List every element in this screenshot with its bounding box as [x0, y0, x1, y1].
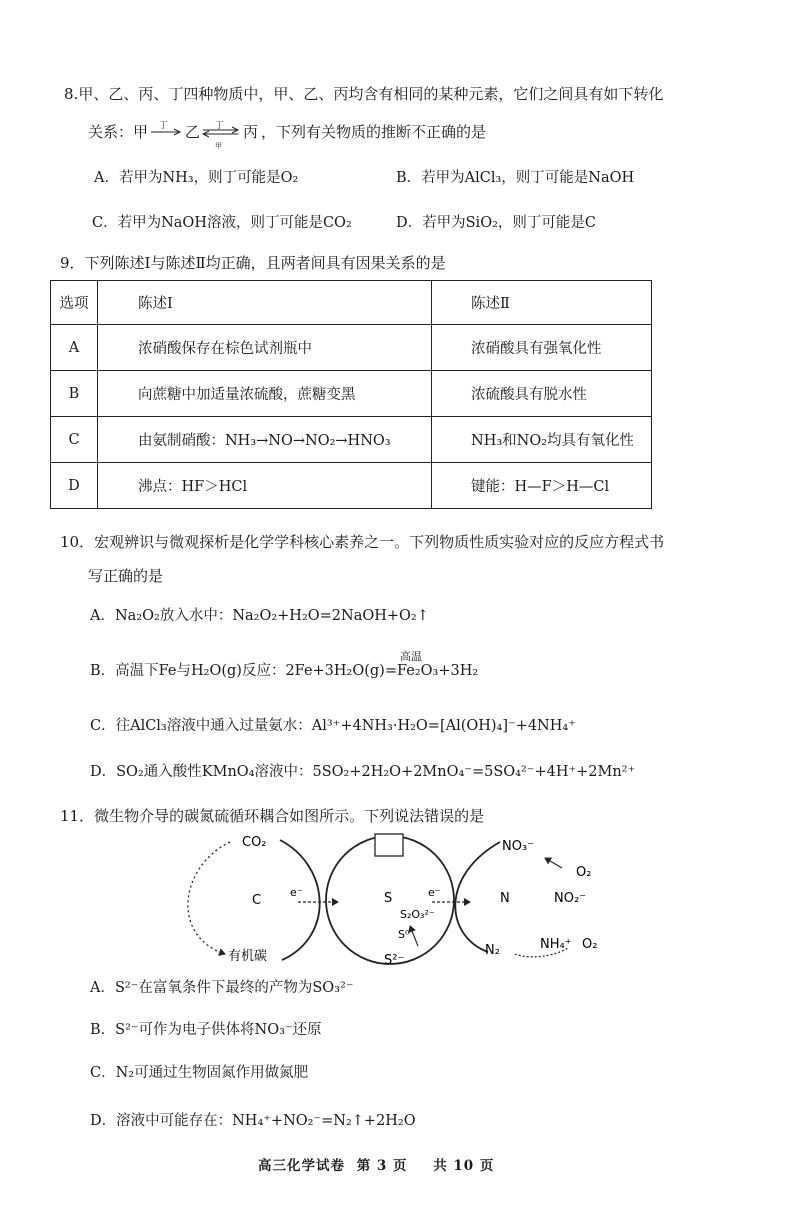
label-electron-right: e⁻ [428, 886, 441, 899]
q8-scheme [133, 121, 261, 150]
q10-option-b: B．高温下Fe与H₂O(g)反应：2Fe+3H₂O(g)=Fe₂O₃+3H₂ [90, 663, 479, 679]
label-nh4: NH₄⁺ [540, 937, 572, 952]
q10-stem-line1: 10．宏观辨识与微观探析是化学学科核心素养之一。下列物质性质实验对应的反应方程式书 [60, 533, 665, 551]
table-cell: 由氨制硝酸：NH₃→NO→NO₂→HNO₃ [98, 417, 432, 463]
q9-stem: 9．下列陈述Ⅰ与陈述Ⅱ均正确，且两者间具有因果关系的是 [60, 254, 446, 272]
table-row [51, 371, 652, 417]
scheme-reagent-3: 甲 [215, 142, 223, 150]
q9-table [50, 280, 652, 509]
table-cell: D [51, 463, 98, 509]
scheme-jia: 甲 [133, 123, 149, 141]
q11-option-a: A．S²⁻在富氧条件下最终的产物为SO₃²⁻ [90, 980, 354, 996]
q8-option-a: A．若甲为NH₃，则丁可能是O₂ [94, 170, 299, 186]
q8-option-c: C．若甲为NaOH溶液，则丁可能是CO₂ [92, 215, 352, 231]
label-o2-top: O₂ [576, 865, 592, 880]
table-header-cell: 选项 [51, 281, 98, 325]
label-n2: N₂ [485, 943, 500, 958]
table-cell: NH₃和NO₂均具有氧化性 [432, 417, 652, 463]
label-s0: S⁰ [398, 928, 410, 941]
table-cell: 沸点：HF＞HCl [98, 463, 432, 509]
table-row [51, 463, 652, 509]
label-s2-minus: S²⁻ [384, 953, 405, 968]
unknown-box [375, 834, 403, 856]
q10-stem-line2: 写正确的是 [88, 567, 164, 585]
q8-stem-line2: 关系： 甲 丁 乙 丁 甲 丙 ，下列有关物质的推断不正确的是 [88, 122, 486, 142]
table-header-cell: 陈述Ⅰ [98, 281, 432, 325]
q11-option-d: D．溶液中可能存在：NH₄⁺+NO₂⁻=N₂↑+2H₂O [90, 1113, 416, 1129]
label-co2: CO₂ [242, 835, 267, 850]
footer-page: 第 3 页 [356, 1158, 408, 1174]
label-s: S [384, 891, 393, 906]
table-cell: 键能：H—F＞H—Cl [432, 463, 652, 509]
table-header-cell: 陈述Ⅱ [432, 281, 652, 325]
scheme-bing: 丙 [243, 123, 259, 141]
table-header-row [51, 281, 652, 325]
q10-option-d: D．SO₂通入酸性KMnO₄溶液中：5SO₂+2H₂O+2MnO₄⁻=5SO₄²⁻+4H⁺+2Mn²⁺ [90, 764, 636, 780]
footer-total: 共 10 页 [433, 1158, 495, 1174]
scheme-yi: 乙 [185, 123, 201, 141]
table-row [51, 325, 652, 371]
q11-cycle-diagram [170, 826, 610, 976]
q11-option-b: B．S²⁻可作为电子供体将NO₃⁻还原 [90, 1022, 322, 1038]
scheme-reagent-1: 丁 [159, 121, 169, 131]
nitrogen-arc [455, 842, 500, 952]
label-n: N [500, 891, 510, 906]
label-c: C [252, 893, 262, 908]
label-electron-left: e⁻ [290, 886, 303, 899]
s0-arrow [410, 926, 418, 946]
carbon-dotted-arc [188, 842, 230, 954]
footer-title: 高三化学试卷 [258, 1158, 345, 1174]
label-no2: NO₂⁻ [554, 891, 587, 906]
q8-option-b: B．若甲为AlCl₃，则丁可能是NaOH [396, 170, 635, 186]
q8-option-d: D．若甲为SiO₂，则丁可能是C [396, 215, 596, 231]
table-cell: 浓硝酸保存在棕色试剂瓶中 [98, 325, 432, 371]
label-organic-carbon: 有机碳 [228, 949, 268, 964]
scheme-reagent-2: 丁 [215, 121, 225, 131]
q10-option-b-condition: 高温 [400, 650, 422, 663]
q11-stem: 11．微生物介导的碳氮硫循环耦合如图所示。下列说法错误的是 [60, 807, 485, 825]
label-o2-bottom: O₂ [582, 937, 598, 952]
q10-option-a: A．Na₂O₂放入水中：Na₂O₂+H₂O=2NaOH+O₂↑ [90, 608, 429, 624]
table-cell: 浓硫酸具有脱水性 [432, 371, 652, 417]
label-s2o3: S₂O₃²⁻ [400, 908, 435, 921]
table-cell: 向蔗糖中加适量浓硫酸，蔗糖变黑 [98, 371, 432, 417]
o2-arrow [545, 858, 562, 868]
q11-option-c: C．N₂可通过生物固氮作用做氮肥 [90, 1065, 309, 1081]
page-footer [258, 1154, 494, 1174]
q8-stem-line1: 8.甲、乙、丙、丁四种物质中，甲、乙、丙均含有相同的某种元素，它们之间具有如下转化 [64, 85, 664, 103]
table-cell: C [51, 417, 98, 463]
q8-number: 8. [64, 85, 79, 103]
q10-option-c: C．往AlCl₃溶液中通入过量氨水：Al³⁺+4NH₃·H₂O=[Al(OH)₄]⁻+4NH₄⁺ [90, 718, 576, 734]
carbon-arc [280, 840, 320, 960]
table-cell: 浓硝酸具有强氧化性 [432, 325, 652, 371]
label-no3: NO₃⁻ [502, 839, 535, 854]
table-cell: B [51, 371, 98, 417]
table-cell: A [51, 325, 98, 371]
table-row [51, 417, 652, 463]
